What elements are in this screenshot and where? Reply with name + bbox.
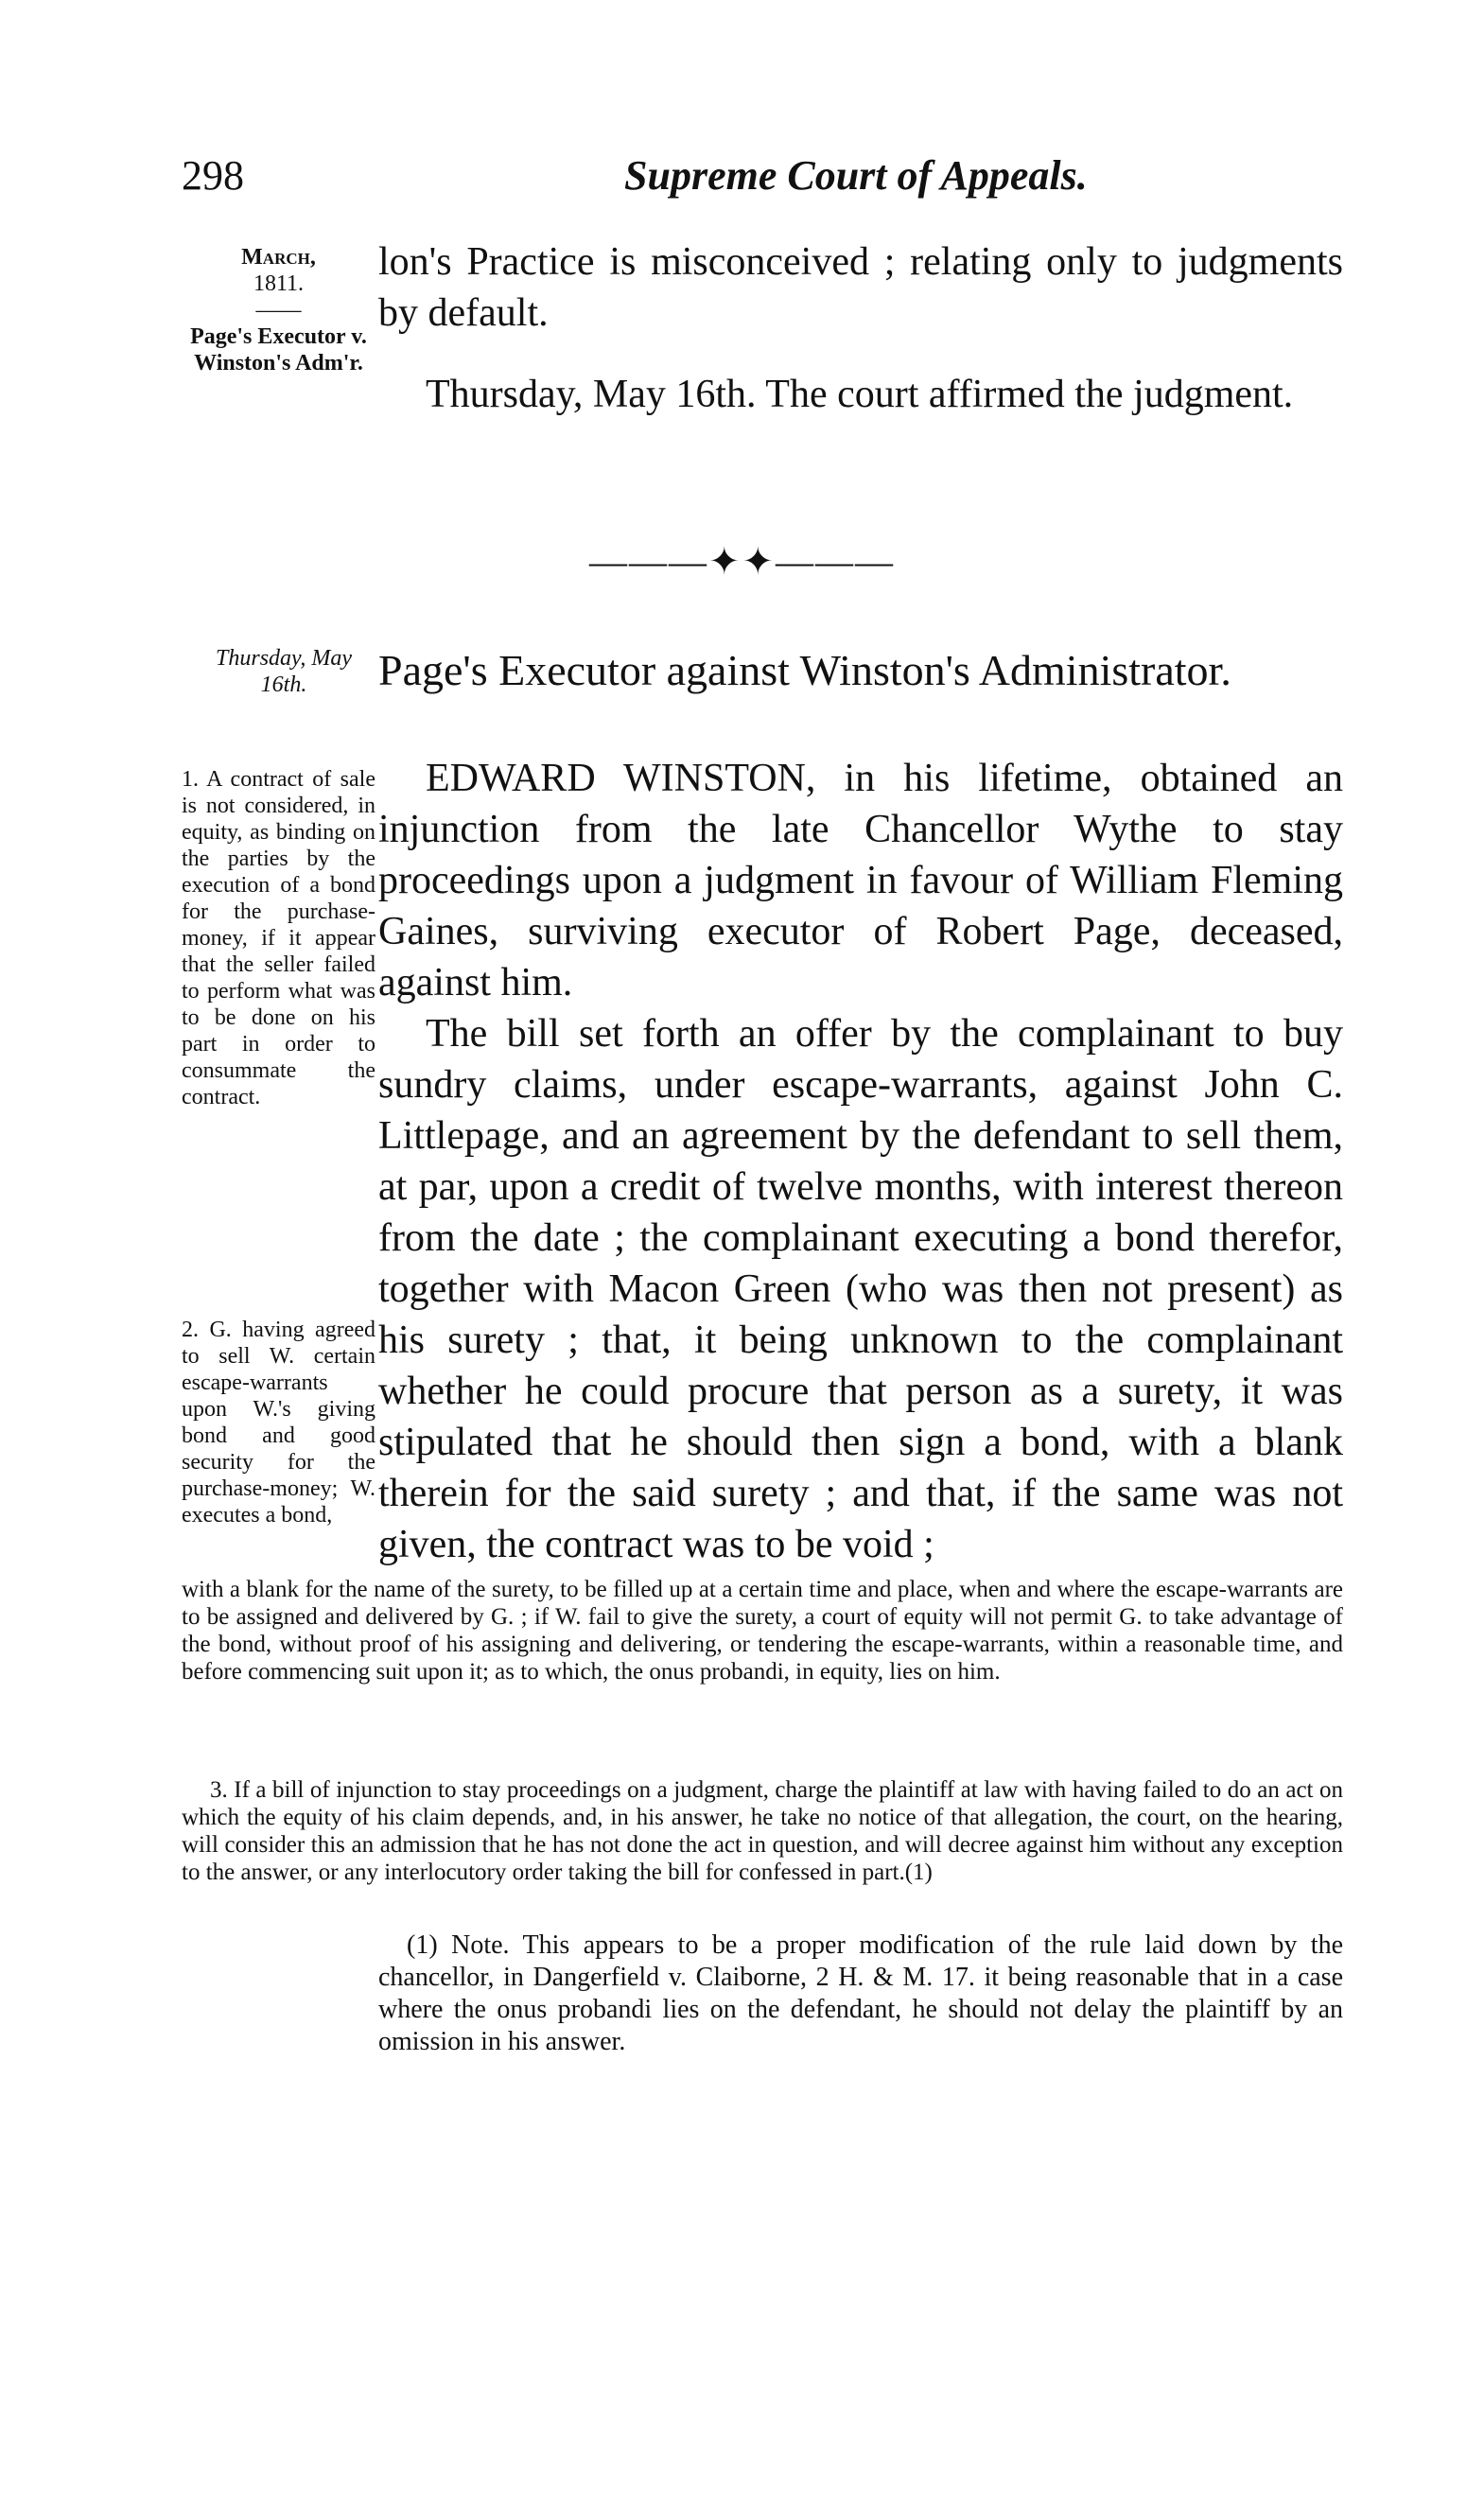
- margin-case-ref: [182, 244, 375, 376]
- section-ornament: ———✦✦———: [588, 540, 896, 583]
- margin-year: 1811.: [253, 271, 305, 296]
- case-body: [378, 753, 1343, 1570]
- margin-rule: ——: [255, 298, 302, 323]
- previous-case-para-1: lon's Practice is misconceived ; relating only to judgments by default.: [378, 240, 1343, 335]
- case-date: Thursday, May 16th.: [216, 646, 352, 697]
- footnote: (1) Note. This appears to be a proper modification of the rule laid down by the chancellor, in Dangerfield v. Claiborne, 2 H. & M. 17. it being reasonable that in a case where the onus probandi lies on the defendant, he should not delay the plaintiff by an omission in his answer.: [378, 1930, 1343, 2056]
- headnote-2-continued: with a blank for the name of the surety, to be filled up at a certain time and place, when and where the escape-warrants are to be assigned and delivered by G. ; if W. fail to give the surety, a court of equity will not permit G. to take advantage of the bond, without proof of his assigning and delivering, or tendering the escape-warrants, within a reasonable time, and before commencing suit upon it; as to which, the onus probandi, in equity, lies on him.: [182, 1577, 1343, 1685]
- previous-case-text: [378, 236, 1343, 420]
- margin-month: March,: [241, 245, 316, 270]
- body-para-1: EDWARD WINSTON, in his lifetime, obtained an injunction from the late Chancellor Wythe to stay proceedings upon a judgment in favour of William Fleming Gaines, surviving executor of Robert Page, deceased, against him.: [378, 757, 1343, 1004]
- headnote-1: 1. A contract of sale is not considered, in equity, as binding on the parties by the execution of a bond for the purchase-money, if it appear that the seller failed to perform what was to be done on his part in order to consummate the contract.: [182, 767, 375, 1109]
- margin-case-name: Page's Executor v. Winston's Adm'r.: [190, 324, 367, 376]
- running-title: Supreme Court of Appeals.: [624, 152, 1088, 199]
- headnote-2-margin: 2. G. having agreed to sell W. certain escape-warrants upon W.'s giving bond and good security for the purchase-money; W. executes a bond,: [182, 1318, 375, 1528]
- previous-case-para-2: Thursday, May 16th. The court affirmed the judgment.: [426, 373, 1294, 416]
- headnote-3: 3. If a bill of injunction to stay proceedings on a judgment, charge the plaintiff at law with having failed to do an act on which the equity of his claim depends, and, in his answer, he take no notice of that allegation, the court, on the hearing, will consider this an admission that he has not done the act in question, and will decree against him without any exception to the answer, or any interlocutory order taking the bill for confessed in part.(1): [182, 1777, 1343, 1885]
- body-para-2: The bill set forth an offer by the complainant to buy sundry claims, under escape-warrants, against John C. Littlepage, and an agreement by the defendant to sell them, at par, upon a credit of twelve months, with interest thereon from the date ; the complainant executing a bond therefor, together with Macon Green (who was then not present) as his surety ; that, it being unknown to the complainant whether he could procure that person as a surety, it was stipulated that he should then sign a bond, with a blank therein for the said surety ; and that, if the same was not given, the contract was to be void ;: [378, 1012, 1343, 1566]
- page-number: 298: [182, 152, 244, 199]
- case-title: Page's Executor against Winston's Administrator.: [378, 646, 1231, 694]
